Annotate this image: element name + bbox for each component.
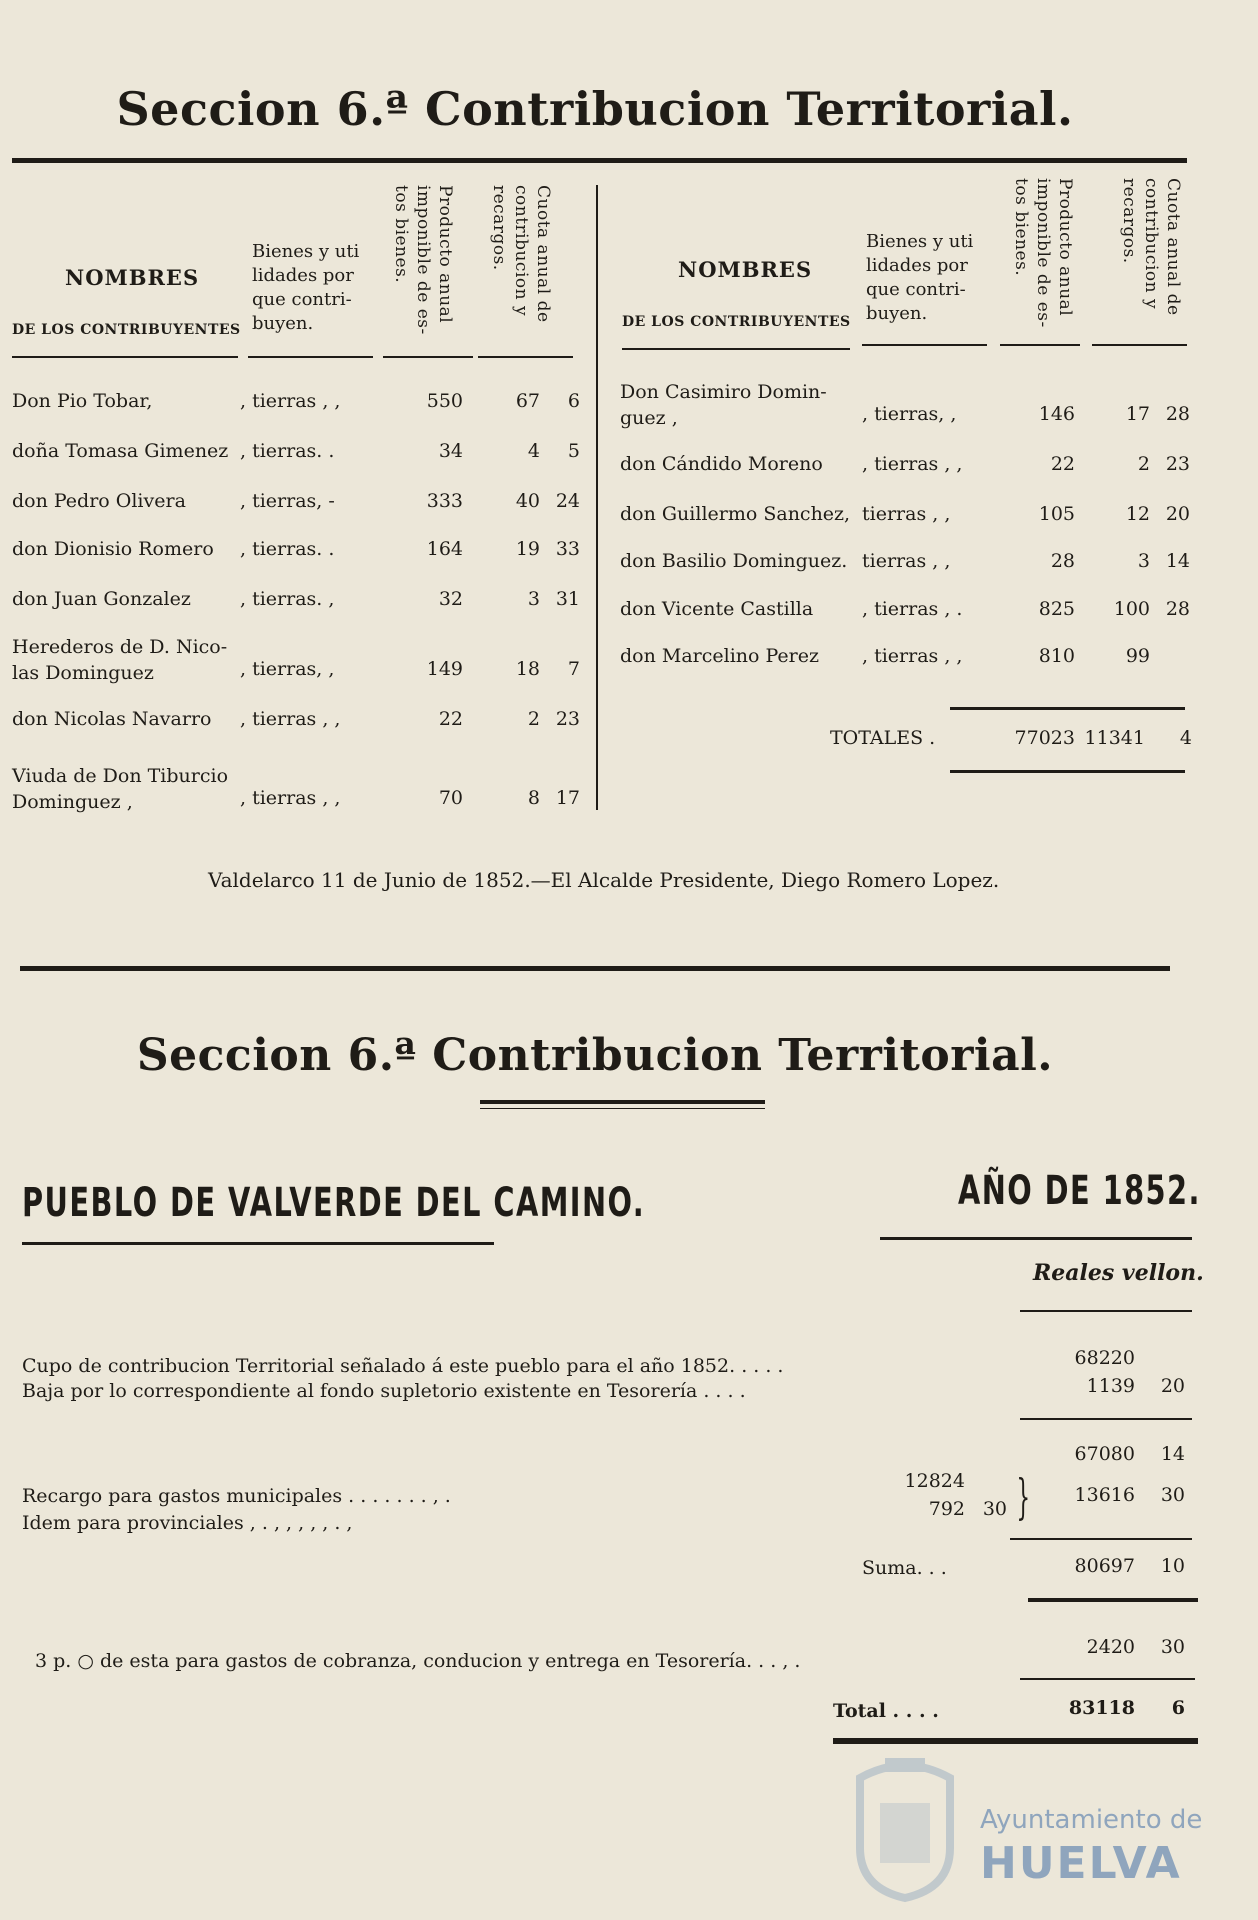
subtotal-maravedis: 14	[1160, 1443, 1185, 1465]
contributor-cuota-maravedis: 20	[1165, 503, 1190, 525]
watermark-line1: Ayuntamiento de	[980, 1805, 1203, 1835]
contributor-producto: 825	[1038, 598, 1075, 620]
idem-provincial-text: Idem para provinciales , . , , , , , . ,	[22, 1512, 353, 1534]
header-rule-r4	[1092, 344, 1187, 346]
contributor-producto: 34	[438, 440, 463, 462]
header-rule-l1	[12, 356, 238, 358]
contributor-bienes: , tierras, ,	[240, 658, 335, 680]
contributor-producto: 333	[426, 490, 463, 512]
brace-icon: }	[1016, 1469, 1031, 1525]
column-divider	[596, 185, 598, 810]
contributor-bienes: , tierras, ,	[862, 403, 957, 425]
contributor-producto: 22	[1050, 453, 1075, 475]
contributor-cuota-reales: 19	[515, 538, 540, 560]
totales-label: TOTALES .	[830, 727, 936, 749]
total-rule	[833, 1738, 1198, 1744]
contributor-cuota-maravedis: 23	[1165, 453, 1190, 475]
totales-producto: 77023	[1014, 727, 1075, 749]
contributor-name: don Cándido Moreno	[620, 453, 823, 475]
totals-rule-bottom	[950, 770, 1185, 773]
contributor-bienes: , tierras , ,	[240, 390, 341, 412]
contributor-bienes: tierras , ,	[862, 550, 951, 572]
header-bienes-left: Bienes y uti lidades por que contri- buyen.	[252, 241, 360, 334]
contributor-producto: 149	[426, 658, 463, 680]
contributor-cuota-maravedis: 24	[555, 490, 580, 512]
contributor-cuota-reales: 3	[527, 588, 540, 610]
baja-maravedis: 20	[1160, 1375, 1185, 1397]
suma-maravedis: 10	[1160, 1555, 1185, 1577]
contributor-name: don Dionisio Romero	[12, 538, 214, 560]
reales-rule	[1020, 1310, 1192, 1312]
contributor-producto: 28	[1050, 550, 1075, 572]
contributor-bienes: , tierras. .	[240, 440, 335, 462]
title-rule	[12, 158, 1187, 163]
contributor-producto: 32	[438, 588, 463, 610]
totales-cuota-reales: 11341	[1084, 727, 1145, 749]
cobranza-maravedis: 30	[1160, 1636, 1185, 1658]
contributor-cuota-reales: 8	[527, 787, 540, 809]
contributor-cuota-reales: 2	[527, 708, 540, 730]
contributor-name: Viuda de Don Tiburcio Dominguez ,	[12, 765, 229, 813]
total-maravedis: 6	[1171, 1697, 1185, 1719]
pueblo-rule	[22, 1242, 494, 1245]
header-producto-left: Producto anual imponible de es- tos bienes.	[391, 185, 455, 335]
contributor-cuota-reales: 99	[1125, 645, 1150, 667]
title2-rule-1	[480, 1100, 765, 1104]
recargo-total-reales: 13616	[1074, 1484, 1135, 1506]
contributor-cuota-reales: 17	[1125, 403, 1150, 425]
title2-rule-2	[480, 1108, 765, 1109]
pueblo-heading: PUEBLO DE VALVERDE DEL CAMINO.	[22, 1180, 646, 1226]
contributor-producto: 22	[438, 708, 463, 730]
cobranza-rule	[1020, 1678, 1195, 1680]
contributor-cuota-reales: 18	[515, 658, 540, 680]
contributor-cuota-reales: 100	[1113, 598, 1150, 620]
subtotal-reales: 67080	[1074, 1443, 1135, 1465]
header-cuota-left: Cuota anual de contribucion y recargos.	[489, 185, 553, 323]
baja-reales: 1139	[1086, 1375, 1135, 1397]
header-rule-l4	[478, 356, 573, 358]
header-bienes-right: Bienes y uti lidades por que contri- buyen.	[866, 231, 974, 324]
contributor-producto: 146	[1038, 403, 1075, 425]
contributor-cuota-maravedis: 5	[567, 440, 580, 462]
contributor-bienes: , tierras , ,	[862, 453, 963, 475]
suma-rule	[1028, 1598, 1198, 1602]
contributor-name: Don Casimiro Domin- guez ,	[620, 381, 827, 429]
header-producto-right: Producto anual imponible de es- tos bienes.	[1011, 178, 1075, 328]
ano-heading: AÑO DE 1852.	[958, 1168, 1201, 1214]
header-nombres-left: NOMBRES	[65, 265, 200, 290]
contributor-cuota-reales: 40	[515, 490, 540, 512]
contributor-cuota-maravedis: 7	[567, 658, 580, 680]
header-rule-l3	[383, 356, 473, 358]
contributor-name: don Pedro Olivera	[12, 490, 186, 512]
header-rule-r2	[862, 344, 987, 346]
contributor-bienes: , tierras , ,	[862, 645, 963, 667]
totals-rule-top	[950, 707, 1185, 710]
section-title-top: Seccion 6.ª Contribucion Territorial.	[116, 82, 1074, 136]
contributor-producto: 550	[426, 390, 463, 412]
header-rule-l2	[248, 356, 373, 358]
contributor-bienes: , tierras , .	[862, 598, 963, 620]
signature-line: Valdelarco 11 de Junio de 1852.—El Alcalde Presidente, Diego Romero Lopez.	[208, 868, 1000, 892]
contributor-name: don Juan Gonzalez	[12, 588, 191, 610]
recargo-municipal-text: Recargo para gastos municipales . . . . . . . , .	[22, 1485, 451, 1507]
contributor-name: don Marcelino Perez	[620, 645, 820, 667]
contributor-bienes: , tierras , ,	[240, 787, 341, 809]
cupo-reales: 68220	[1074, 1347, 1135, 1369]
contributor-cuota-maravedis: 17	[555, 787, 580, 809]
contributor-cuota-maravedis: 14	[1165, 550, 1190, 572]
city-shield-logo-icon	[850, 1748, 960, 1903]
recargo-municipal-value: 12824	[904, 1470, 965, 1492]
recargo-total-maravedis: 30	[1160, 1484, 1185, 1506]
ano-rule	[880, 1237, 1192, 1240]
contributor-bienes: , tierras , ,	[240, 708, 341, 730]
contributor-name: don Nicolas Navarro	[12, 708, 212, 730]
contributor-cuota-maravedis: 28	[1165, 598, 1190, 620]
contributor-name: don Guillermo Sanchez,	[620, 503, 851, 525]
contributor-cuota-maravedis: 31	[555, 588, 580, 610]
header-nombres-right: NOMBRES	[678, 257, 813, 282]
contributor-producto: 164	[426, 538, 463, 560]
contributor-bienes: , tierras, -	[240, 490, 335, 512]
contributor-name: don Vicente Castilla	[620, 598, 814, 620]
header-rule-r1	[622, 348, 850, 350]
contributor-cuota-reales: 67	[515, 390, 540, 412]
contributor-cuota-maravedis: 28	[1165, 403, 1190, 425]
contributor-name: don Basilio Dominguez.	[620, 550, 848, 572]
contributor-cuota-reales: 4	[527, 440, 540, 462]
total-label: Total . . . .	[833, 1700, 939, 1722]
header-contribuyentes-left: DE LOS CONTRIBUYENTES	[12, 322, 241, 338]
baja-text: Baja por lo correspondiente al fondo supletorio existente en Tesorería . . . .	[22, 1380, 746, 1402]
header-cuota-right: Cuota anual de contribucion y recargos.	[1119, 178, 1183, 316]
contributor-bienes: , tierras. .	[240, 538, 335, 560]
suma-label: Suma. . .	[862, 1557, 947, 1579]
cobranza-reales: 2420	[1086, 1636, 1135, 1658]
contributor-name: Don Pio Tobar,	[12, 390, 153, 412]
header-contribuyentes-right: DE LOS CONTRIBUYENTES	[622, 314, 851, 330]
total-reales: 83118	[1068, 1697, 1135, 1719]
contributor-cuota-reales: 2	[1137, 453, 1150, 475]
contributor-cuota-maravedis: 33	[555, 538, 580, 560]
contributor-bienes: , tierras. ,	[240, 588, 335, 610]
contributor-cuota-reales: 3	[1137, 550, 1150, 572]
contributor-bienes: tierras , ,	[862, 503, 951, 525]
contributor-producto: 105	[1038, 503, 1075, 525]
watermark-line2: HUELVA	[980, 1838, 1182, 1889]
contributor-cuota-maravedis: 6	[567, 390, 580, 412]
contributor-name: doña Tomasa Gimenez	[12, 440, 229, 462]
cobranza-text: 3 p. ○ de esta para gastos de cobranza, conducion y entrega en Tesorería. . . , .	[35, 1650, 801, 1672]
contributor-producto: 810	[1038, 645, 1075, 667]
contributor-producto: 70	[438, 787, 463, 809]
contributor-name: Herederos de D. Nico- las Dominguez	[12, 636, 228, 684]
reales-vellon-label: Reales vellon.	[1033, 1260, 1204, 1286]
header-rule-r3	[1000, 344, 1080, 346]
recargo-rule	[1010, 1538, 1192, 1540]
idem-provincial-maravedis: 30	[982, 1498, 1007, 1520]
suma-reales: 80697	[1074, 1555, 1135, 1577]
idem-provincial-reales: 792	[928, 1498, 965, 1520]
contributor-cuota-reales: 12	[1125, 503, 1150, 525]
section-title-bottom: Seccion 6.ª Contribucion Territorial.	[136, 1030, 1054, 1081]
totales-cuota-maravedis: 4	[1179, 727, 1192, 749]
section-divider	[20, 966, 1170, 971]
cupo-text: Cupo de contribucion Territorial señalado á este pueblo para el año 1852. . . . .	[22, 1355, 784, 1377]
contributor-cuota-maravedis: 23	[555, 708, 580, 730]
baja-rule	[1020, 1418, 1192, 1420]
